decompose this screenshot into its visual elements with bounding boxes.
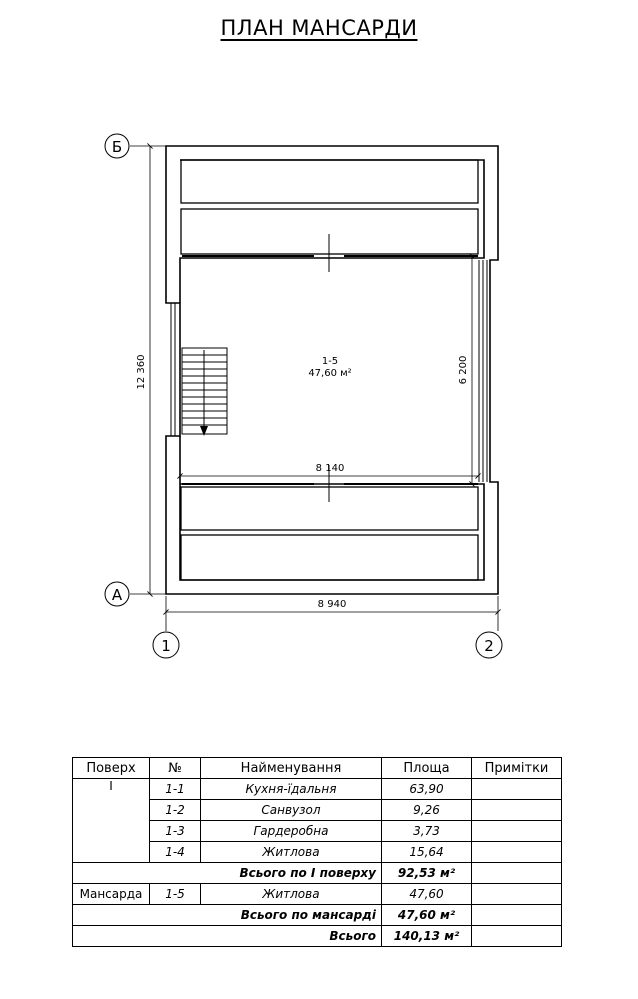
floor-label-2: Мансарда <box>73 884 150 905</box>
room-number: 1-2 <box>150 800 201 821</box>
dim-inner-height: 6 200 <box>458 355 469 385</box>
table-header-row <box>73 758 562 779</box>
header-floor: Поверх <box>73 758 150 779</box>
header-number: № <box>150 758 201 779</box>
dim-inner-width: 8 140 <box>315 463 345 474</box>
header-area: Площа <box>382 758 472 779</box>
table-row <box>73 842 562 863</box>
dim-total-width: 8 940 <box>317 599 347 610</box>
floor2-total-note <box>472 905 562 926</box>
room-note <box>472 821 562 842</box>
table-total-row <box>73 905 562 926</box>
room-name: Житлова <box>201 842 382 863</box>
room-note <box>472 842 562 863</box>
axis-marker-a <box>105 582 129 606</box>
floor2-total-value: 47,60 м² <box>382 905 472 926</box>
room-area: 47,60 м² <box>308 368 352 379</box>
floor1-total-value: 92,53 м² <box>382 863 472 884</box>
room-area-cell: 47,60 <box>382 884 472 905</box>
room-note <box>472 779 562 800</box>
table-row <box>73 884 562 905</box>
axis-marker-1 <box>153 628 179 658</box>
room-area-cell: 3,73 <box>382 821 472 842</box>
room-number: 1-4 <box>150 842 201 863</box>
staircase <box>182 348 227 434</box>
floor-label-1: І <box>73 779 150 800</box>
axis-label-a: А <box>111 586 123 604</box>
header-name: Найменування <box>201 758 382 779</box>
room-name: Житлова <box>201 884 382 905</box>
axis-label-b: Б <box>111 138 123 156</box>
room-number: 1-1 <box>150 779 201 800</box>
floor-label-spacer <box>73 821 150 842</box>
grand-total-label: Всього <box>73 926 382 947</box>
table-row <box>73 779 562 800</box>
room-name: Санвузол <box>201 800 382 821</box>
area-schedule-table <box>72 757 562 947</box>
axis-label-1: 1 <box>161 637 171 655</box>
compartment-top-1 <box>181 160 478 203</box>
grand-total-note <box>472 926 562 947</box>
floor1-total-label: Всього по І поверху <box>73 863 382 884</box>
floor-label-spacer <box>73 842 150 863</box>
room-area-cell: 15,64 <box>382 842 472 863</box>
floor1-total-note <box>472 863 562 884</box>
drawing-title-text: ПЛАН МАНСАРДИ <box>220 16 418 40</box>
compartment-bottom-2 <box>181 535 478 580</box>
header-notes: Примітки <box>472 758 562 779</box>
dim-total-height: 12 360 <box>136 354 147 390</box>
floor2-total-label: Всього по мансарді <box>73 905 382 926</box>
room-note <box>472 800 562 821</box>
grand-total-value: 140,13 м² <box>382 926 472 947</box>
room-area-cell: 63,90 <box>382 779 472 800</box>
axis-marker-2 <box>476 628 502 658</box>
table-row <box>73 800 562 821</box>
window-right <box>479 260 487 482</box>
room-name: Гардеробна <box>201 821 382 842</box>
room-number: 1-3 <box>150 821 201 842</box>
floor-label-spacer <box>73 800 150 821</box>
table-grand-total-row <box>73 926 562 947</box>
axis-label-2: 2 <box>484 637 494 655</box>
inner-wall-bottom <box>180 436 484 580</box>
room-name: Кухня-їдальня <box>201 779 382 800</box>
room-id: 1-5 <box>321 356 339 367</box>
axis-marker-b <box>105 134 129 158</box>
table-row <box>73 821 562 842</box>
room-note <box>472 884 562 905</box>
table-total-row <box>73 863 562 884</box>
inner-wall-top <box>180 160 484 303</box>
window-left <box>171 303 175 436</box>
room-number: 1-5 <box>150 884 201 905</box>
room-area-cell: 9,26 <box>382 800 472 821</box>
